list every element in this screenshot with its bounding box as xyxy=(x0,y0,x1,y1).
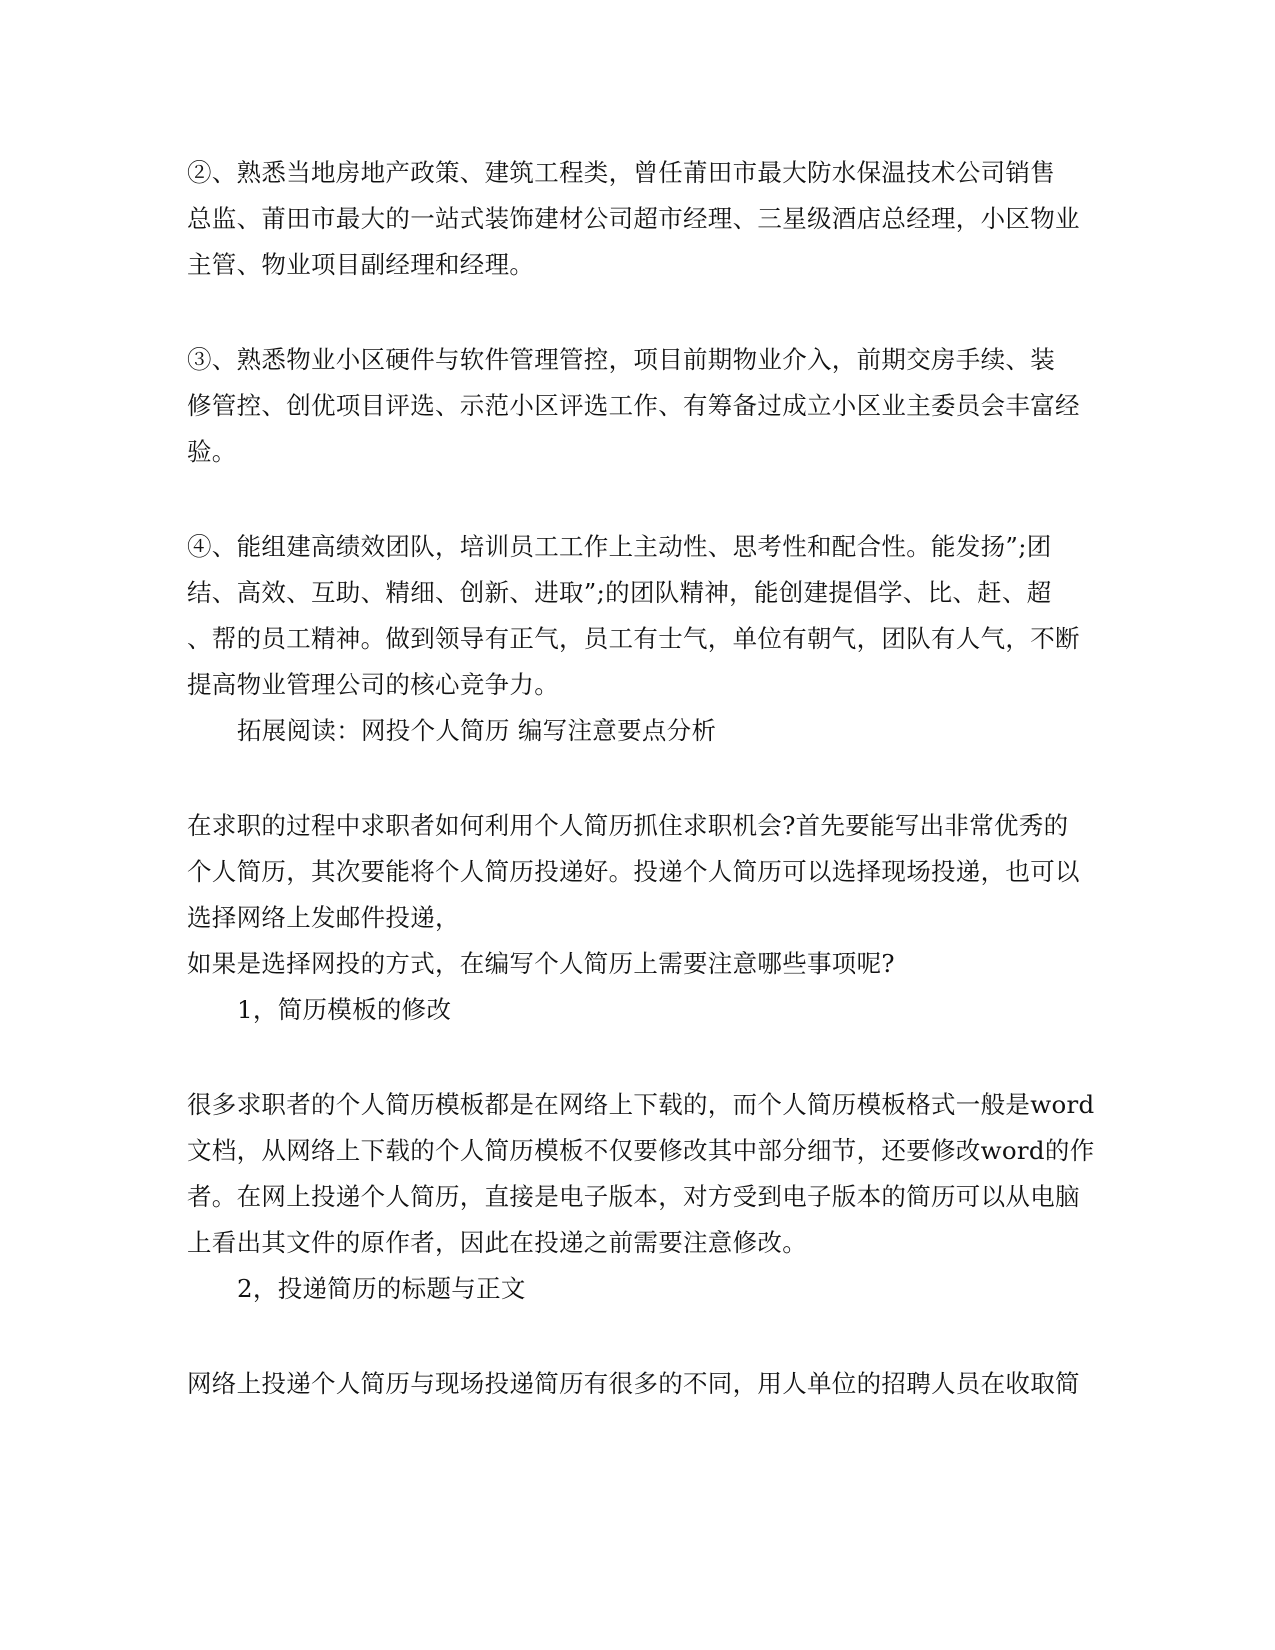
text-line: 结、高效、互助、精细、创新、进取”;的团队精神，能创建提倡学、比、赶、超 xyxy=(187,578,1052,607)
section-heading: 拓展阅读：网投个人简历 编写注意要点分析 xyxy=(237,716,717,745)
text-line: 总监、莆田市最大的一站式装饰建材公司超市经理、三星级酒店总经理，小区物业 xyxy=(187,204,1080,233)
text-line: 在求职的过程中求职者如何利用个人简历抓住求职机会?首先要能写出非常优秀的 xyxy=(187,811,1069,840)
text-line: 主管、物业项目副经理和经理。 xyxy=(187,250,535,279)
text-line: 选择网络上发邮件投递， xyxy=(187,903,460,932)
section-heading: 1，简历模板的修改 xyxy=(237,995,452,1024)
text-line: 如果是选择网投的方式，在编写个人简历上需要注意哪些事项呢? xyxy=(187,949,895,978)
text-line: ③、熟悉物业小区硬件与软件管理管控，项目前期物业介入，前期交房手续、装 xyxy=(187,345,1055,374)
text-line: 提高物业管理公司的核心竞争力。 xyxy=(187,670,559,699)
section-heading: 2，投递简历的标题与正文 xyxy=(237,1274,526,1303)
text-line: 网络上投递个人简历与现场投递简历有很多的不同，用人单位的招聘人员在收取简 xyxy=(187,1369,1080,1398)
text-line: 很多求职者的个人简历模板都是在网络上下载的，而个人简历模板格式一般是word xyxy=(187,1090,1095,1119)
text-line: 上看出其文件的原作者，因此在投递之前需要注意修改。 xyxy=(187,1228,807,1257)
text-line: 个人简历，其次要能将个人简历投递好。投递个人简历可以选择现场投递，也可以 xyxy=(187,857,1080,886)
text-line: ④、能组建高绩效团队，培训员工工作上主动性、思考性和配合性。能发扬”;团 xyxy=(187,532,1052,561)
text-line: 验。 xyxy=(187,437,237,466)
text-line: 、帮的员工精神。做到领导有正气，员工有士气，单位有朝气，团队有人气，不断 xyxy=(187,624,1080,653)
text-line: 修管控、创优项目评选、示范小区评选工作、有筹备过成立小区业主委员会丰富经 xyxy=(187,391,1080,420)
text-line: 文档，从网络上下载的个人简历模板不仅要修改其中部分细节，还要修改word的作 xyxy=(187,1136,1095,1165)
text-line: ②、熟悉当地房地产政策、建筑工程类，曾任莆田市最大防水保温技术公司销售 xyxy=(187,158,1055,187)
text-line: 者。在网上投递个人简历，直接是电子版本，对方受到电子版本的简历可以从电脑 xyxy=(187,1182,1080,1211)
